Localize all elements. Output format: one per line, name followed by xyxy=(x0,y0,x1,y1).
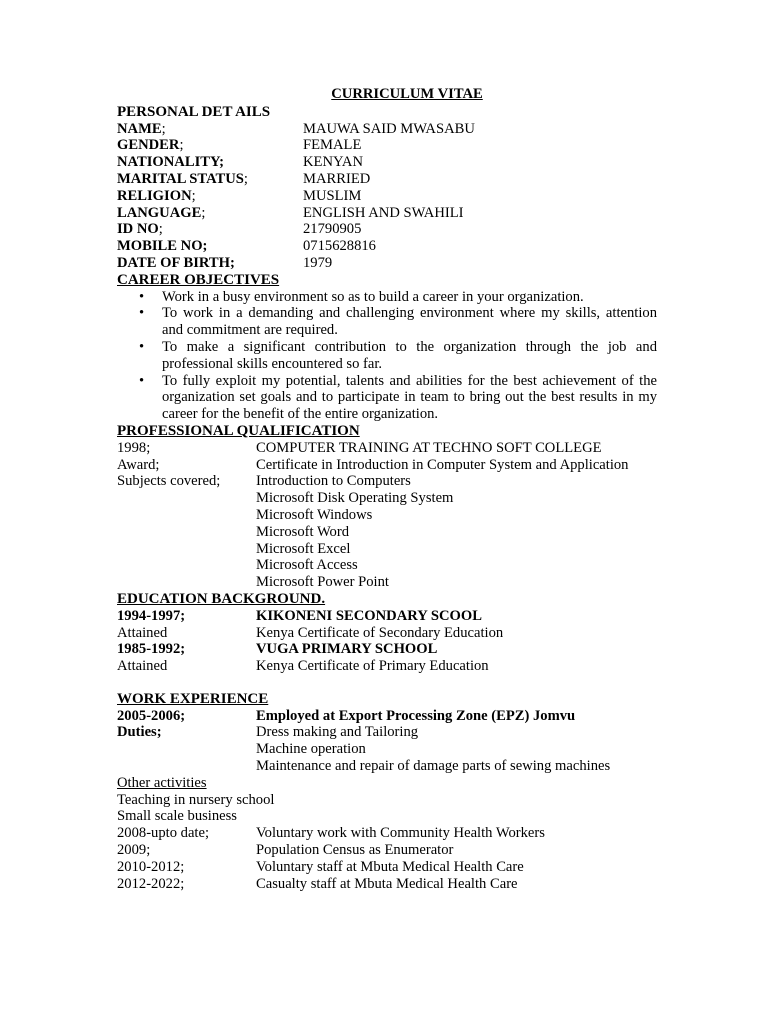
personal-label: NAME xyxy=(117,120,162,137)
qualification-row xyxy=(117,557,657,574)
personal-row xyxy=(117,238,657,255)
activity-value: Voluntary work with Community Health Workers xyxy=(256,825,545,842)
career-objectives-heading: CAREER OBJECTIVES xyxy=(117,271,280,288)
duties-label: Duties; xyxy=(117,724,162,741)
personal-label: MOBILE NO; xyxy=(117,238,208,255)
personal-value: 1979 xyxy=(303,254,333,271)
qualification-label xyxy=(117,490,256,507)
personal-punct: ; xyxy=(158,221,163,238)
qualification-row xyxy=(117,473,657,490)
qualification-row xyxy=(117,440,657,457)
personal-punct: ; xyxy=(161,120,166,137)
other-activities xyxy=(117,825,657,892)
education-value: KIKONENI SECONDARY SCOOL xyxy=(256,607,482,624)
other-activities-heading: Other activities xyxy=(117,774,207,791)
work-period-row xyxy=(117,708,657,725)
personal-punct: ; xyxy=(179,137,184,154)
personal-details xyxy=(117,121,657,272)
personal-label: ID NO xyxy=(117,221,159,238)
personal-value: ENGLISH AND SWAHILI xyxy=(303,204,464,221)
personal-row xyxy=(117,154,657,171)
personal-punct: ; xyxy=(243,170,248,187)
personal-value: 21790905 xyxy=(303,221,362,238)
education-label: 1994-1997; xyxy=(117,607,186,624)
activity-row xyxy=(117,842,657,859)
document-title: CURRICULUM VITAE xyxy=(331,86,483,102)
qualification-value: Microsoft Power Point xyxy=(256,574,389,591)
personal-label: LANGUAGE xyxy=(117,204,202,221)
personal-row xyxy=(117,121,657,138)
personal-punct: ; xyxy=(201,204,206,221)
duty-item: Dress making and Tailoring xyxy=(256,724,419,741)
personal-label: RELIGION xyxy=(117,187,192,204)
duties-row xyxy=(117,741,657,758)
activity-row xyxy=(117,825,657,842)
education-row xyxy=(117,641,657,658)
personal-row xyxy=(117,188,657,205)
qualification-label: Subjects covered; xyxy=(117,473,221,490)
personal-label: DATE OF BIRTH; xyxy=(117,254,235,271)
personal-label: NATIONALITY; xyxy=(117,154,225,171)
personal-row xyxy=(117,221,657,238)
career-objectives-list xyxy=(117,289,657,423)
qualification-value: Certificate in Introduction in Computer System and Application xyxy=(256,456,629,473)
qualification-row xyxy=(117,541,657,558)
other-activity-line: Small scale business xyxy=(117,808,237,825)
education-label: Attained xyxy=(117,624,168,641)
qualification-label xyxy=(117,574,256,591)
activity-value: Voluntary staff at Mbuta Medical Health Care xyxy=(256,858,524,875)
duties-row xyxy=(117,724,657,741)
qualification-value: Introduction to Computers xyxy=(256,473,411,490)
personal-value: MARRIED xyxy=(303,170,371,187)
personal-value: MUSLIM xyxy=(303,187,362,204)
activity-label: 2010-2012; xyxy=(117,858,185,875)
duty-item: Maintenance and repair of damage parts of sewing machines xyxy=(256,758,611,775)
education-value: Kenya Certificate of Secondary Education xyxy=(256,624,504,641)
section-spacer xyxy=(117,675,657,691)
work-period-label: 2005-2006; xyxy=(117,707,186,724)
education-row xyxy=(117,658,657,675)
list-item: • To work in a demanding and challenging environment where my skills, attention and commitment are required. xyxy=(162,305,657,339)
personal-value: FEMALE xyxy=(303,137,362,154)
qualification-row xyxy=(117,524,657,541)
qualification-label xyxy=(117,541,256,558)
work-experience xyxy=(117,708,657,775)
qualification-label xyxy=(117,507,256,524)
education-background xyxy=(117,608,657,675)
list-item: • To make a significant contribution to the organization through the job and professional skills encountered so far. xyxy=(162,339,657,373)
qualification-label xyxy=(117,557,256,574)
education-heading: EDUCATION BACKGROUND. xyxy=(117,590,326,607)
activity-value: Casualty staff at Mbuta Medical Health Care xyxy=(256,875,518,892)
qualification-label: 1998; xyxy=(117,439,151,456)
personal-label: GENDER xyxy=(117,137,180,154)
activity-label: 2008-upto date; xyxy=(117,825,210,842)
education-row xyxy=(117,608,657,625)
professional-qualification-heading: PROFESSIONAL QUALIFICATION xyxy=(117,422,360,439)
duties-spacer xyxy=(117,741,256,758)
activity-label: 2012-2022; xyxy=(117,875,185,892)
personal-value: KENYAN xyxy=(303,154,363,171)
list-item: • Work in a busy environment so as to build a career in your organization. xyxy=(162,289,657,306)
cv-content xyxy=(117,86,657,892)
other-activity-line: Teaching in nursery school xyxy=(117,791,275,808)
qualification-row xyxy=(117,490,657,507)
qualification-label xyxy=(117,524,256,541)
activity-label: 2009; xyxy=(117,842,151,859)
personal-row xyxy=(117,171,657,188)
qualification-value: Microsoft Windows xyxy=(256,506,373,523)
education-row xyxy=(117,625,657,642)
education-value: Kenya Certificate of Primary Education xyxy=(256,658,489,675)
activity-value: Population Census as Enumerator xyxy=(256,842,454,859)
personal-punct: ; xyxy=(191,187,196,204)
work-experience-heading: WORK EXPERIENCE xyxy=(117,690,269,707)
qualification-value: COMPUTER TRAINING AT TECHNO SOFT COLLEGE xyxy=(256,439,602,456)
qualification-row xyxy=(117,507,657,524)
activity-row xyxy=(117,859,657,876)
list-item: • To fully exploit my potential, talents and abilities for the best achievement of the organization set goals and to participate in team to bring out the best results in my career for the benefit of the entire organization. xyxy=(162,373,657,423)
qualification-value: Microsoft Excel xyxy=(256,540,351,557)
qualification-value: Microsoft Disk Operating System xyxy=(256,490,454,507)
personal-value: 0715628816 xyxy=(303,238,376,255)
education-label: 1985-1992; xyxy=(117,641,186,658)
personal-label: MARITAL STATUS xyxy=(117,170,244,187)
education-value: VUGA PRIMARY SCHOOL xyxy=(256,641,438,658)
duties-spacer xyxy=(117,758,256,775)
professional-qualification xyxy=(117,440,657,591)
duties-row xyxy=(117,758,657,775)
activity-row xyxy=(117,876,657,893)
qualification-row xyxy=(117,457,657,474)
qualification-value: Microsoft Access xyxy=(256,557,358,574)
personal-row xyxy=(117,137,657,154)
qualification-row xyxy=(117,574,657,591)
qualification-label: Award; xyxy=(117,456,160,473)
personal-row xyxy=(117,205,657,222)
personal-row xyxy=(117,255,657,272)
work-period-value: Employed at Export Processing Zone (EPZ) Jomvu xyxy=(256,707,576,724)
qualification-value: Microsoft Word xyxy=(256,523,349,540)
duty-item: Machine operation xyxy=(256,741,366,758)
personal-details-heading: PERSONAL DET AILS xyxy=(117,103,271,120)
education-label: Attained xyxy=(117,658,168,675)
personal-value: MAUWA SAID MWASABU xyxy=(303,120,475,137)
